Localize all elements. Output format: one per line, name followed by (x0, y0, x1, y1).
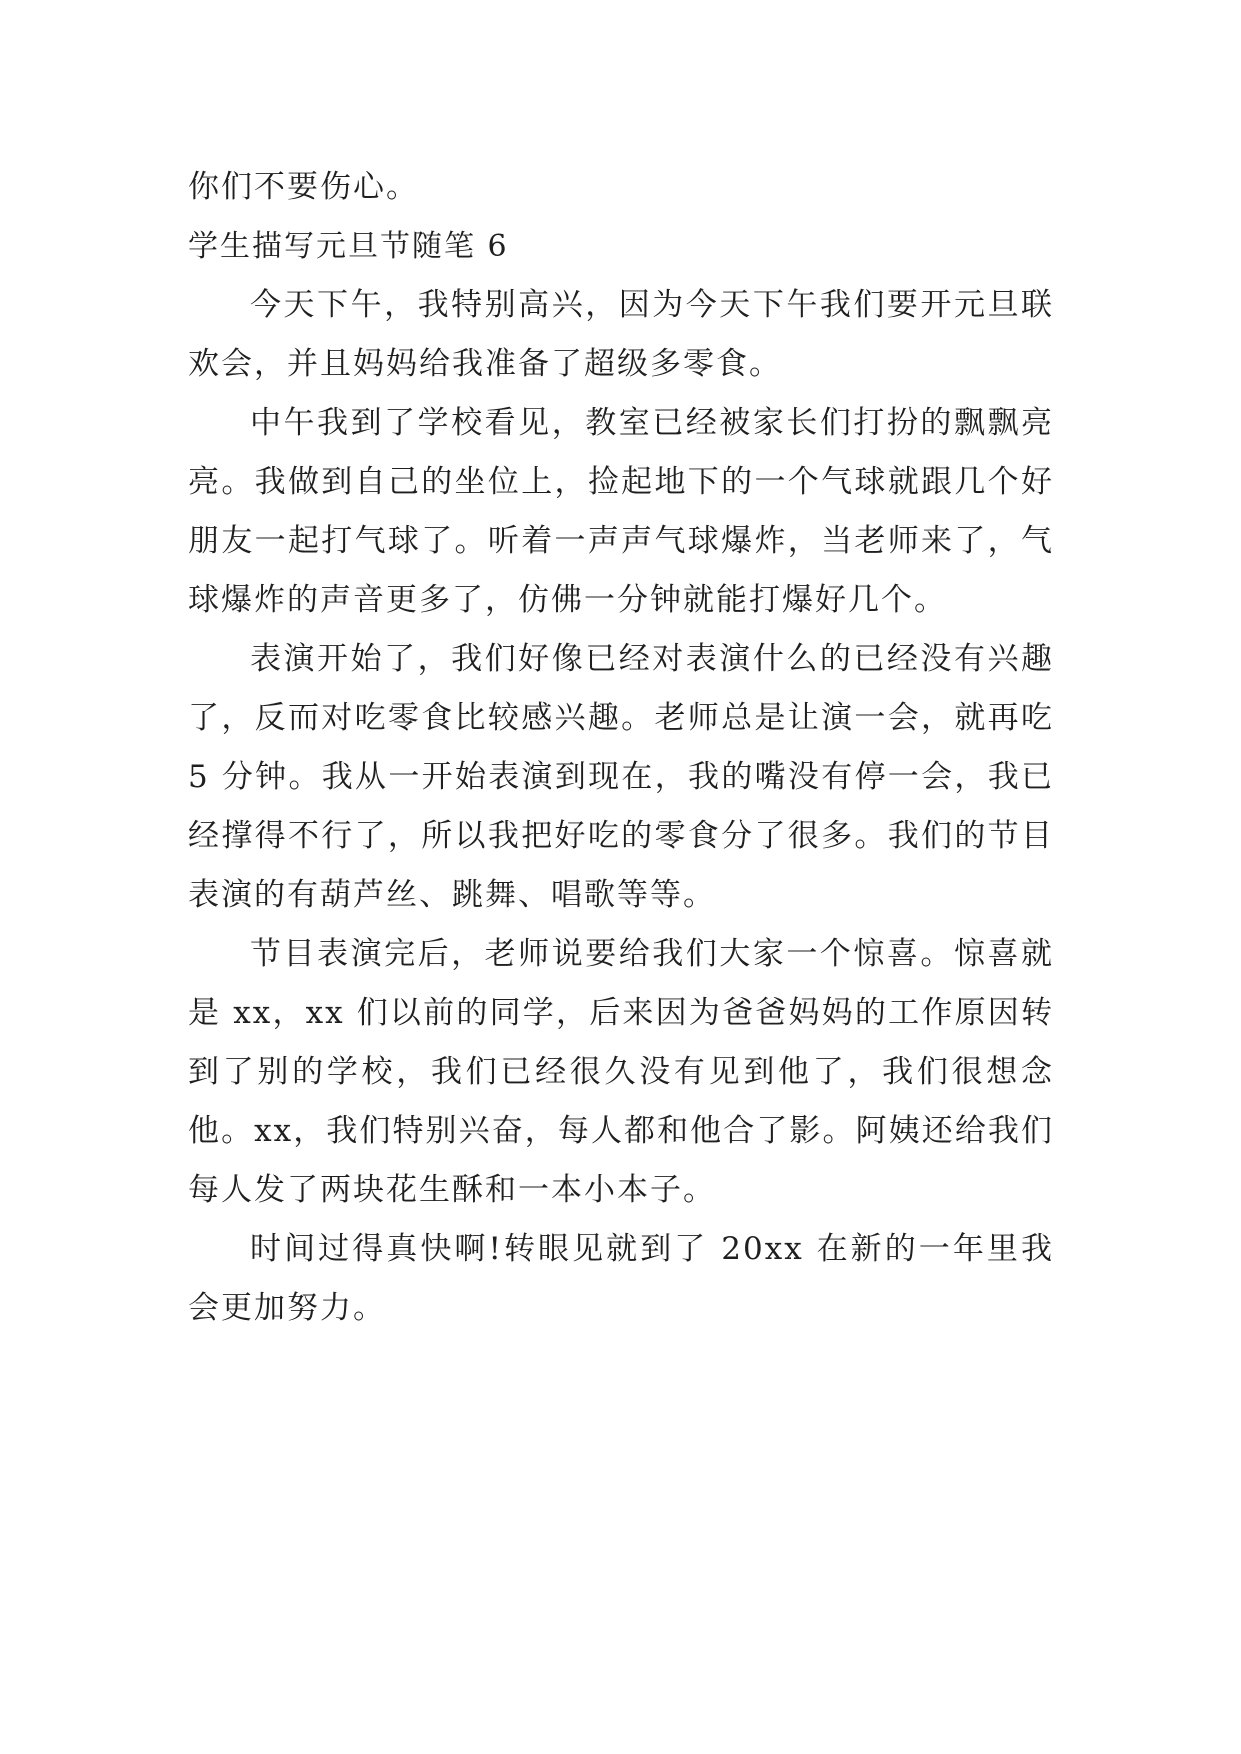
paragraph-5: 时间过得真快啊!转眼见就到了 20xx 在新的一年里我会更加努力。 (188, 1231, 1054, 1326)
article-heading: 学生描写元旦节随笔 6 (188, 229, 509, 264)
article-body (188, 158, 1054, 1338)
continuation-line: 你们不要伤心。 (188, 169, 419, 205)
paragraph-1: 今天下午，我特别高兴，因为今天下午我们要开元旦联欢会，并且妈妈给我准备了超级多零食。 (188, 287, 1054, 382)
paragraph-2: 中午我到了学校看见，教室已经被家长们打扮的飘飘亮亮。我做到自己的坐位上，捡起地下的一个气球就跟几个好朋友一起打气球了。听着一声声气球爆炸，当老师来了，气球爆炸的声音更多了，仿佛一分钟就能打爆好几个。 (188, 405, 1054, 618)
paragraph-3: 表演开始了，我们好像已经对表演什么的已经没有兴趣了，反而对吃零食比较感兴趣。老师总是让演一会，就再吃 5 分钟。我从一开始表演到现在，我的嘴没有停一会，我已经撑得不行了，所以我把好吃的零食分了很多。我们的节目表演的有葫芦丝、跳舞、唱歌等等。 (188, 641, 1054, 913)
paragraph-4: 节目表演完后，老师说要给我们大家一个惊喜。惊喜就是 xx，xx 们以前的同学，后来因为爸爸妈妈的工作原因转到了别的学校，我们已经很久没有见到他了，我们很想念他。xx，我们特别兴奋，每人都和他合了影。阿姨还给我们每人发了两块花生酥和一本小本子。 (188, 936, 1054, 1208)
